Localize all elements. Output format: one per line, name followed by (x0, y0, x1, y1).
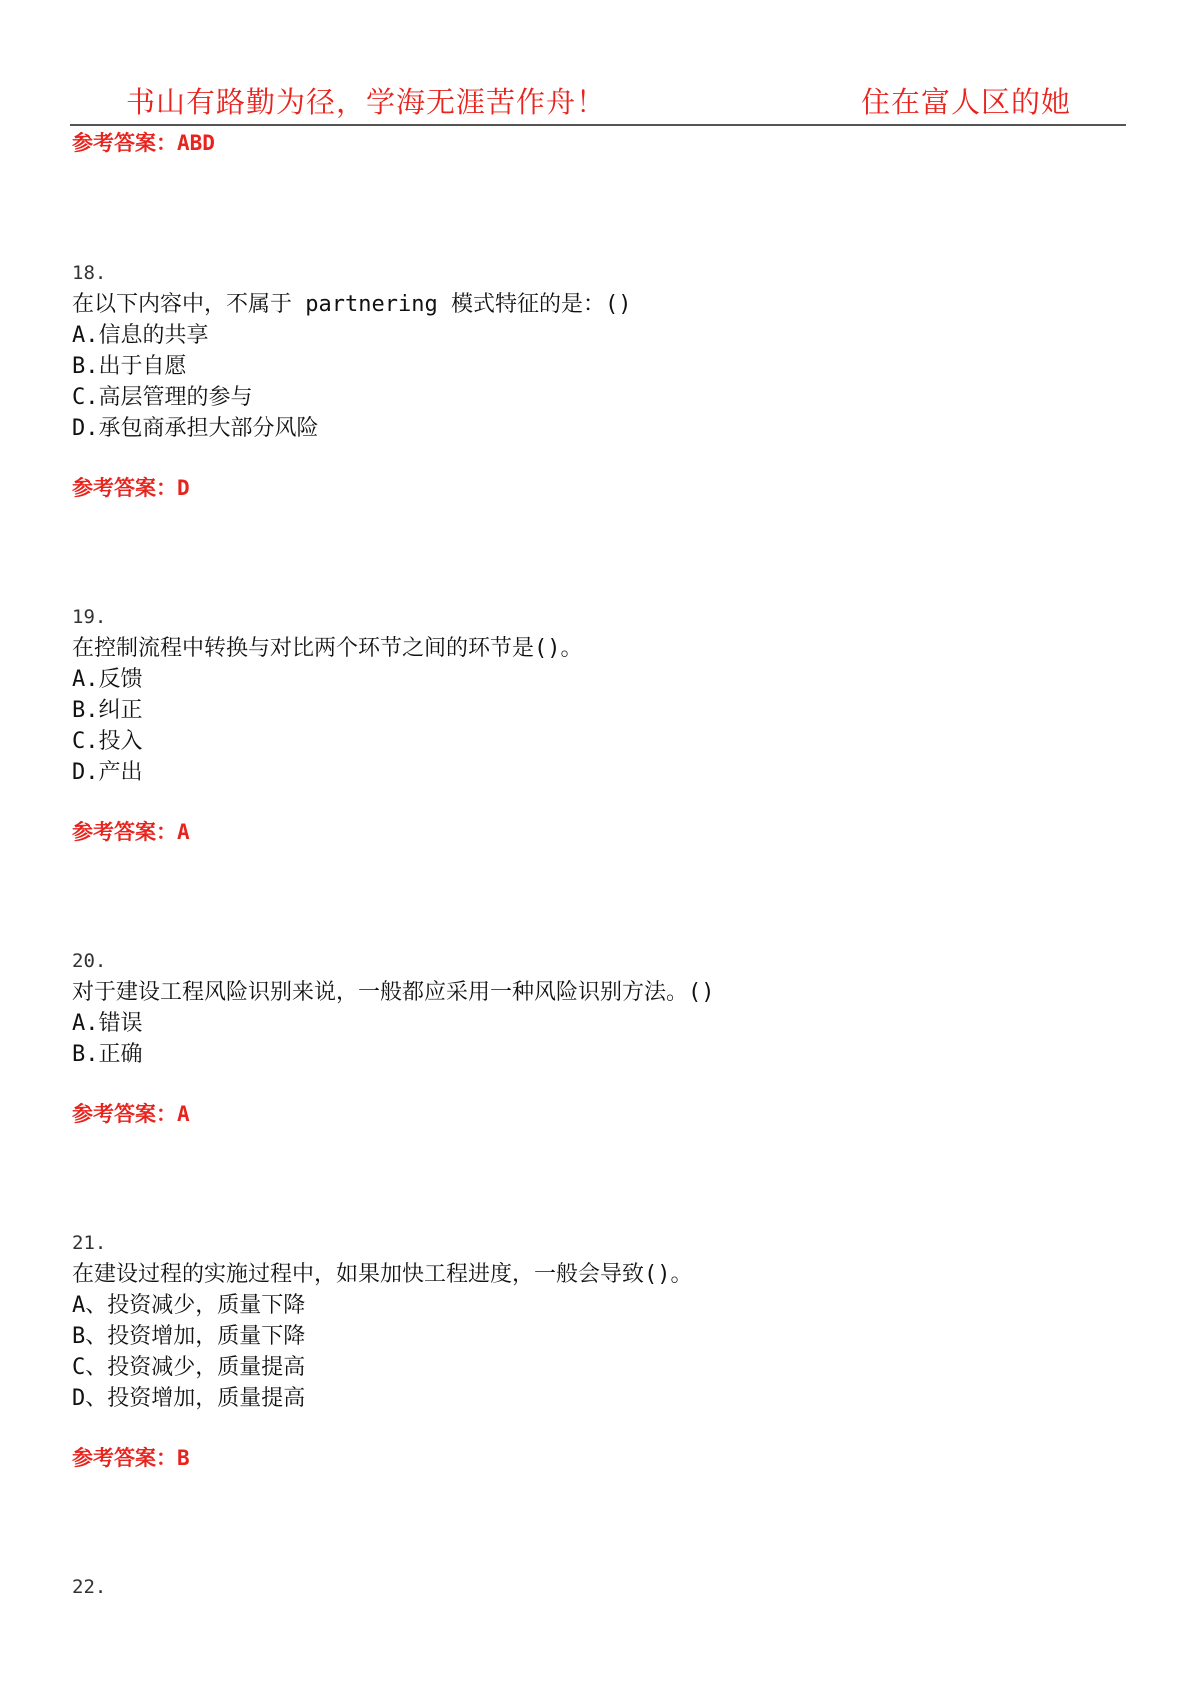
question-text-20: 对于建设工程风险识别来说，一般都应采用一种风险识别方法。() (72, 980, 715, 1005)
option-21-d: D、投资增加，质量提高 (72, 1386, 306, 1411)
answer-21: 参考答案：B (72, 1446, 190, 1470)
option-21-a: A、投资减少，质量下降 (72, 1293, 306, 1318)
question-text-19: 在控制流程中转换与对比两个环节之间的环节是()。 (72, 636, 583, 661)
question-number-20: 20. (72, 950, 107, 972)
option-18-c: C.高层管理的参与 (72, 385, 253, 410)
option-19-d: D.产出 (72, 760, 143, 785)
question-text-21: 在建设过程的实施过程中，如果加快工程进度，一般会导致()。 (72, 1262, 693, 1287)
question-number-21: 21. (72, 1232, 107, 1254)
question-number-18: 18. (72, 262, 107, 284)
answer-20: 参考答案：A (72, 1102, 190, 1126)
header-motto: 书山有路勤为径，学海无涯苦作舟！ (126, 85, 607, 119)
option-20-b: B.正确 (72, 1042, 143, 1067)
option-21-b: B、投资增加，质量下降 (72, 1324, 306, 1349)
question-number-22: 22. (72, 1576, 107, 1598)
question-text-18: 在以下内容中，不属于 partnering 模式特征的是：() (72, 292, 632, 317)
option-21-c: C、投资减少，质量提高 (72, 1355, 306, 1380)
option-19-a: A.反馈 (72, 667, 143, 692)
answer-19: 参考答案：A (72, 820, 190, 844)
option-20-a: A.错误 (72, 1011, 143, 1036)
option-18-b: B.出于自愿 (72, 354, 187, 379)
option-19-b: B.纠正 (72, 698, 143, 723)
header-author: 住在富人区的她 (860, 85, 1071, 119)
option-19-c: C.投入 (72, 729, 143, 754)
question-number-19: 19. (72, 606, 107, 628)
answer-18: 参考答案：D (72, 476, 190, 500)
option-18-a: A.信息的共享 (72, 323, 209, 348)
answer-17: 参考答案：ABD (72, 131, 215, 155)
option-18-d: D.承包商承担大部分风险 (72, 416, 319, 441)
page-header (70, 76, 1126, 126)
